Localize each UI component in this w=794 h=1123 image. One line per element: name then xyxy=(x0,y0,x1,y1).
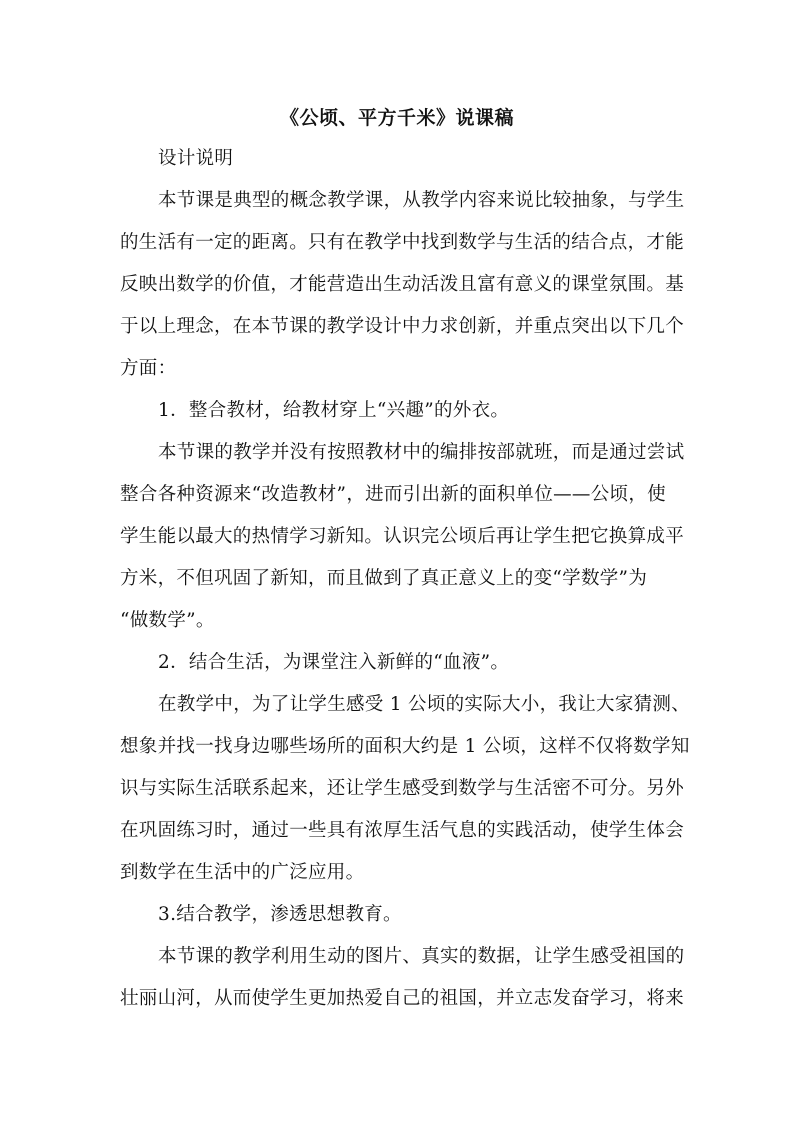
section-heading-design-notes: 设计说明 xyxy=(158,148,234,169)
paragraph-line: 想象并找一找身边哪些场所的面积大约是 1 公顷，这样不仅将数学知 xyxy=(120,736,690,757)
paragraph-line: 本节课的教学利用生动的图片、真实的数据，让学生感受祖国的 xyxy=(158,946,685,967)
paragraph-line: 本节课的教学并没有按照教材中的编排按部就班，而是通过尝试 xyxy=(158,442,685,463)
paragraph-line: 整合各种资源来“改造教材”，进而引出新的面积单位——公顷，使 xyxy=(120,484,666,505)
paragraph-line: 在教学中，为了让学生感受 1 公顷的实际大小，我让大家猜测、 xyxy=(158,694,691,715)
paragraph-line: 到数学在生活中的广泛应用。 xyxy=(120,862,365,883)
paragraph-line: 的生活有一定的距离。只有在教学中找到数学与生活的结合点，才能 xyxy=(120,232,685,253)
paragraph-line: “做数学”。 xyxy=(120,610,215,631)
paragraph-line: 识与实际生活联系起来，还让学生感受到数学与生活密不可分。另外 xyxy=(120,778,685,799)
point-heading-1: 1．整合教材，给教材穿上“兴趣”的外衣。 xyxy=(158,400,510,421)
paragraph-line: 方米，不但巩固了新知，而且做到了真正意义上的变“学数学”为 xyxy=(120,568,648,589)
paragraph-line: 学生能以最大的热情学习新知。认识完公顷后再让学生把它换算成平 xyxy=(120,526,685,547)
paragraph-line: 本节课是典型的概念教学课，从教学内容来说比较抽象，与学生 xyxy=(158,190,685,211)
paragraph-line: 反映出数学的价值，才能营造出生动活泼且富有意义的课堂氛围。基 xyxy=(120,274,685,295)
paragraph-line: 壮丽山河，从而使学生更加热爱自己的祖国，并立志发奋学习，将来 xyxy=(120,988,685,1009)
paragraph-line: 在巩固练习时，通过一些具有浓厚生活气息的实践活动，使学生体会 xyxy=(120,820,685,841)
paragraph-line: 于以上理念，在本节课的教学设计中力求创新，并重点突出以下几个 xyxy=(120,316,685,337)
point-heading-3: 3.结合教学，渗透思想教育。 xyxy=(158,904,402,925)
point-heading-2: 2．结合生活，为课堂注入新鲜的“血液”。 xyxy=(158,652,510,673)
paragraph-line: 方面： xyxy=(120,358,177,379)
page-title: 《公顷、平方千米》说课稿 xyxy=(279,107,514,129)
